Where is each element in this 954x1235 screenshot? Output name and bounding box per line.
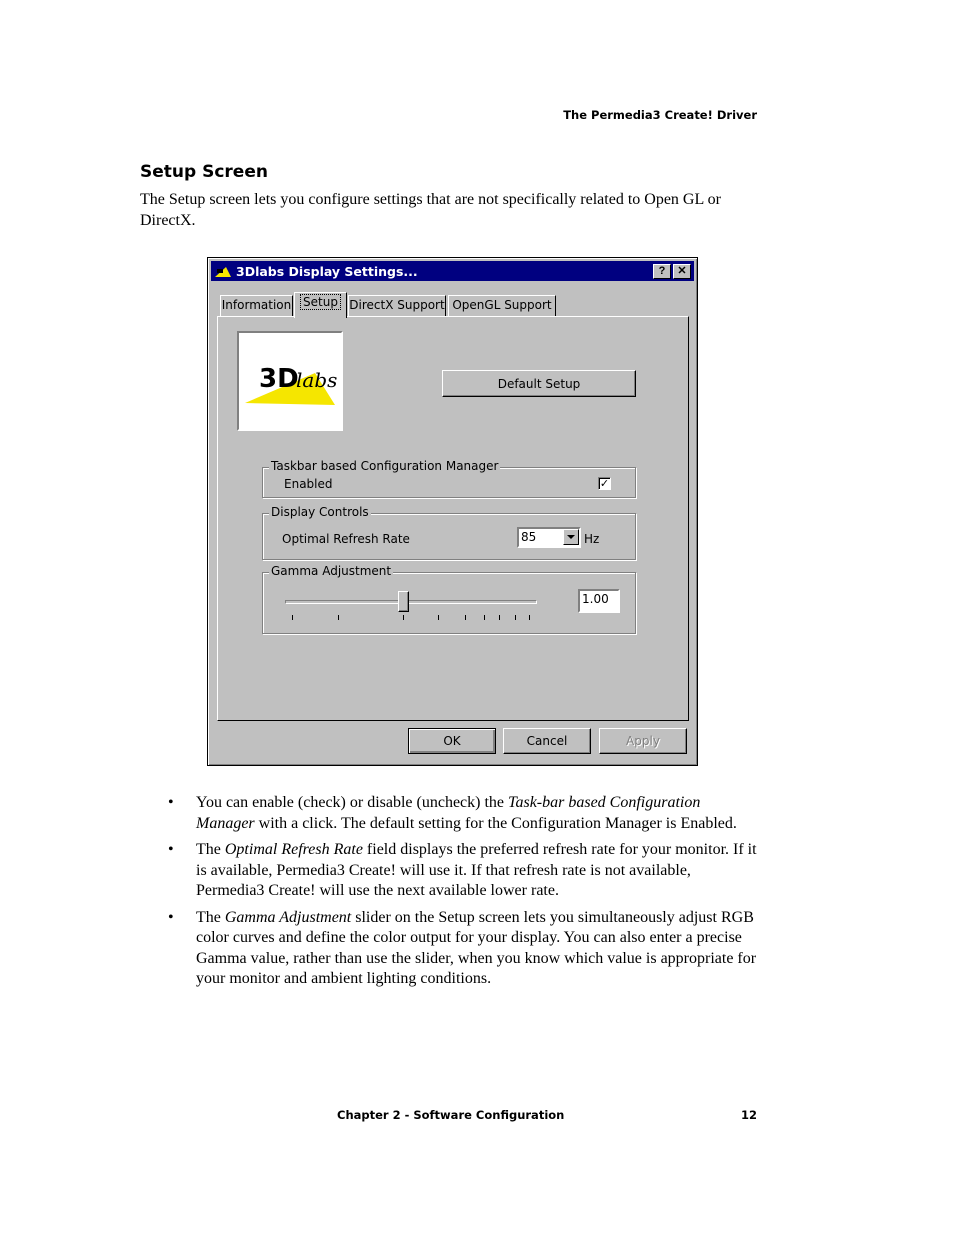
section-title: Setup Screen — [140, 162, 268, 182]
slider-tick — [529, 615, 530, 620]
emphasis: Gamma Adjustment — [224, 908, 352, 926]
dialog-titlebar[interactable] — [211, 261, 694, 281]
display-controls-label: Display Controls — [271, 505, 369, 519]
tab-opengl-support[interactable]: OpenGL Support — [448, 295, 556, 316]
default-setup-button[interactable]: Default Setup — [442, 370, 636, 397]
display-controls-group — [262, 505, 636, 560]
slider-tick — [515, 615, 516, 620]
3dlabs-app-icon — [214, 263, 232, 279]
slider-tick — [338, 615, 339, 620]
slider-tick — [403, 615, 404, 620]
enabled-label: Enabled — [284, 477, 333, 491]
gamma-adjustment-group — [262, 564, 636, 634]
refresh-rate-value: 85 — [521, 530, 537, 544]
apply-button: Apply — [599, 728, 687, 754]
slider-tick — [484, 615, 485, 620]
list-item: • The Gamma Adjustment slider on the Setup screen lets you simultaneously adjust RGB color curves and define the color output for your display. You can also enter a precise Gamma value, rather than use the slider, when you know which value is appropriate for your monitor and ambient lighting conditions. — [168, 908, 757, 987]
refresh-rate-select[interactable] — [517, 527, 581, 548]
running-head: The Permedia3 Create! Driver — [563, 108, 757, 122]
display-settings-dialog — [207, 257, 698, 766]
gamma-slider-track[interactable] — [285, 600, 537, 604]
ok-button[interactable]: OK — [408, 728, 496, 754]
close-button[interactable] — [673, 264, 691, 279]
tab-information[interactable]: Information — [220, 295, 293, 316]
list-item: • You can enable (check) or disable (uncheck) the Task-bar based Configuration Manager with a click. The default setting for the Configuration Manager is Enabled. — [168, 794, 737, 832]
bullet-marker: • — [168, 841, 174, 858]
footer-chapter: Chapter 2 - Software Configuration — [337, 1108, 565, 1122]
tab-directx-support[interactable]: DirectX Support — [348, 295, 446, 316]
close-icon: ✕ — [677, 265, 687, 277]
svg-text:labs: labs — [296, 368, 338, 392]
gamma-adjustment-label: Gamma Adjustment — [271, 564, 392, 578]
page-number: 12 — [740, 1108, 757, 1122]
svg-text:3D: 3D — [259, 364, 299, 394]
refresh-rate-label: Optimal Refresh Rate — [282, 532, 410, 546]
hz-unit-label: Hz — [584, 532, 600, 546]
gamma-value-input[interactable]: 1.00 — [578, 589, 620, 613]
chevron-down-icon[interactable] — [563, 529, 579, 545]
3dlabs-logo-graphic — [239, 333, 341, 429]
slider-tick — [499, 615, 500, 620]
emphasis: Task-bar based Configuration Manager — [196, 794, 701, 832]
slider-tick — [438, 615, 439, 620]
tab-setup[interactable]: Setup — [294, 292, 347, 318]
setup-panel — [217, 316, 689, 721]
bullet-marker: • — [168, 908, 174, 926]
slider-tick — [465, 615, 466, 620]
bullet-marker: • — [168, 794, 174, 811]
list-item: • The Optimal Refresh Rate field displays the preferred refresh rate for your monitor. If it is available, Permedia3 Create! will use it. If that refresh rate is not available, Permedia3 Create! will use the next available lower rate. — [168, 841, 757, 899]
enabled-checkbox[interactable]: ✓ — [599, 477, 610, 490]
intro-paragraph: The Setup screen lets you configure settings that are not specifically related to Open GL or DirectX. — [140, 191, 721, 229]
3dlabs-logo — [237, 331, 343, 431]
dialog-title: 3Dlabs Display Settings... — [236, 264, 418, 279]
taskbar-config-label: Taskbar based Configuration Manager — [271, 459, 499, 473]
cancel-button[interactable]: Cancel — [503, 728, 591, 754]
bullet-list — [168, 793, 758, 996]
gamma-slider-thumb[interactable] — [398, 591, 409, 612]
emphasis: Optimal Refresh Rate — [224, 841, 363, 858]
taskbar-config-group — [262, 459, 636, 498]
slider-tick — [292, 615, 293, 620]
help-button[interactable]: ? — [653, 264, 671, 279]
